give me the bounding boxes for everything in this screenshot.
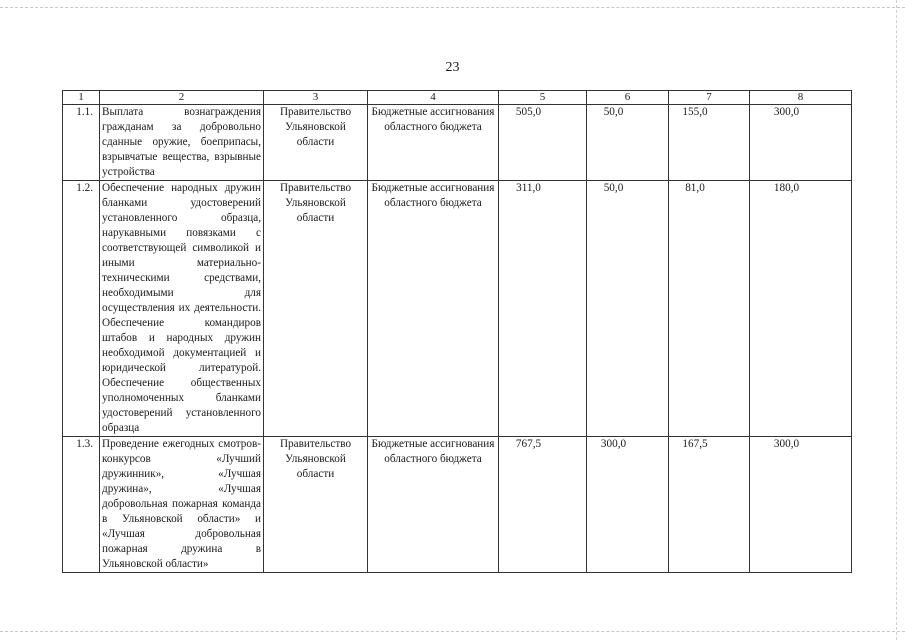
column-header: 6 — [587, 91, 669, 105]
total-amount: 311,0 — [516, 182, 541, 194]
column-header: 3 — [264, 91, 368, 105]
scan-edge-right — [896, 0, 897, 640]
total-amount: 505,0 — [515, 106, 542, 118]
column-header: 8 — [750, 91, 852, 105]
funding-source: Бюджетные ассигнования областного бюджета — [368, 105, 499, 181]
row-number: 1.1. — [63, 105, 100, 181]
program-measures-table — [62, 90, 852, 573]
table-row — [63, 105, 852, 181]
column-header: 4 — [368, 91, 499, 105]
year-3-amount: 300,0 — [773, 438, 800, 450]
scan-edge-bottom — [0, 631, 905, 632]
year-3-amount: 180,0 — [773, 182, 800, 194]
executor: Правительство Ульяновской области — [264, 181, 368, 437]
column-header: 7 — [669, 91, 750, 105]
column-header: 2 — [100, 91, 264, 105]
table-row — [63, 437, 852, 573]
year-3-amount: 300,0 — [773, 106, 800, 118]
table-header-row — [63, 91, 852, 105]
year-2-amount: 81,0 — [685, 182, 705, 194]
year-2-amount: 167,5 — [682, 438, 708, 450]
column-header: 5 — [499, 91, 587, 105]
table-row — [63, 181, 852, 437]
row-number: 1.2. — [63, 181, 100, 437]
measure-name: Обеспечение народных дружин бланками удостоверений установленного образца, нарукавными повязками с соответствующей символикой и иными материально-техническими средствами, необходимыми для осуществления их деятельности. Обеспечение командиров штабов и народных дружин необходимой документацией и юридической литературой. Обеспечение общественных уполномоченных бланками удостоверений установленного образца — [100, 181, 264, 437]
year-2-amount: 155,0 — [682, 106, 708, 118]
year-1-amount: 50,0 — [603, 106, 624, 118]
year-1-amount: 300,0 — [600, 438, 627, 450]
measure-name: Выплата вознаграждения гражданам за добровольно сданные оружие, боеприпасы, взрывчатые вещества, взрывные устройства — [100, 105, 264, 181]
total-amount: 767,5 — [515, 438, 542, 450]
measure-name: Проведение ежегодных смотров-конкурсов «Лучший дружинник», «Лучшая дружина», «Лучшая добровольная пожарная команда в Ульяновской области» и «Лучшая добровольная пожарная дружина в Ульяновской области» — [100, 437, 264, 573]
executor: Правительство Ульяновской области — [264, 105, 368, 181]
row-number: 1.3. — [63, 437, 100, 573]
funding-source: Бюджетные ассигнования областного бюджета — [368, 181, 499, 437]
funding-source: Бюджетные ассигнования областного бюджета — [368, 437, 499, 573]
year-1-amount: 50,0 — [603, 182, 624, 194]
executor: Правительство Ульяновской области — [264, 437, 368, 573]
page-number: 23 — [445, 60, 460, 75]
scan-edge-top — [0, 7, 905, 8]
column-header: 1 — [63, 91, 100, 105]
